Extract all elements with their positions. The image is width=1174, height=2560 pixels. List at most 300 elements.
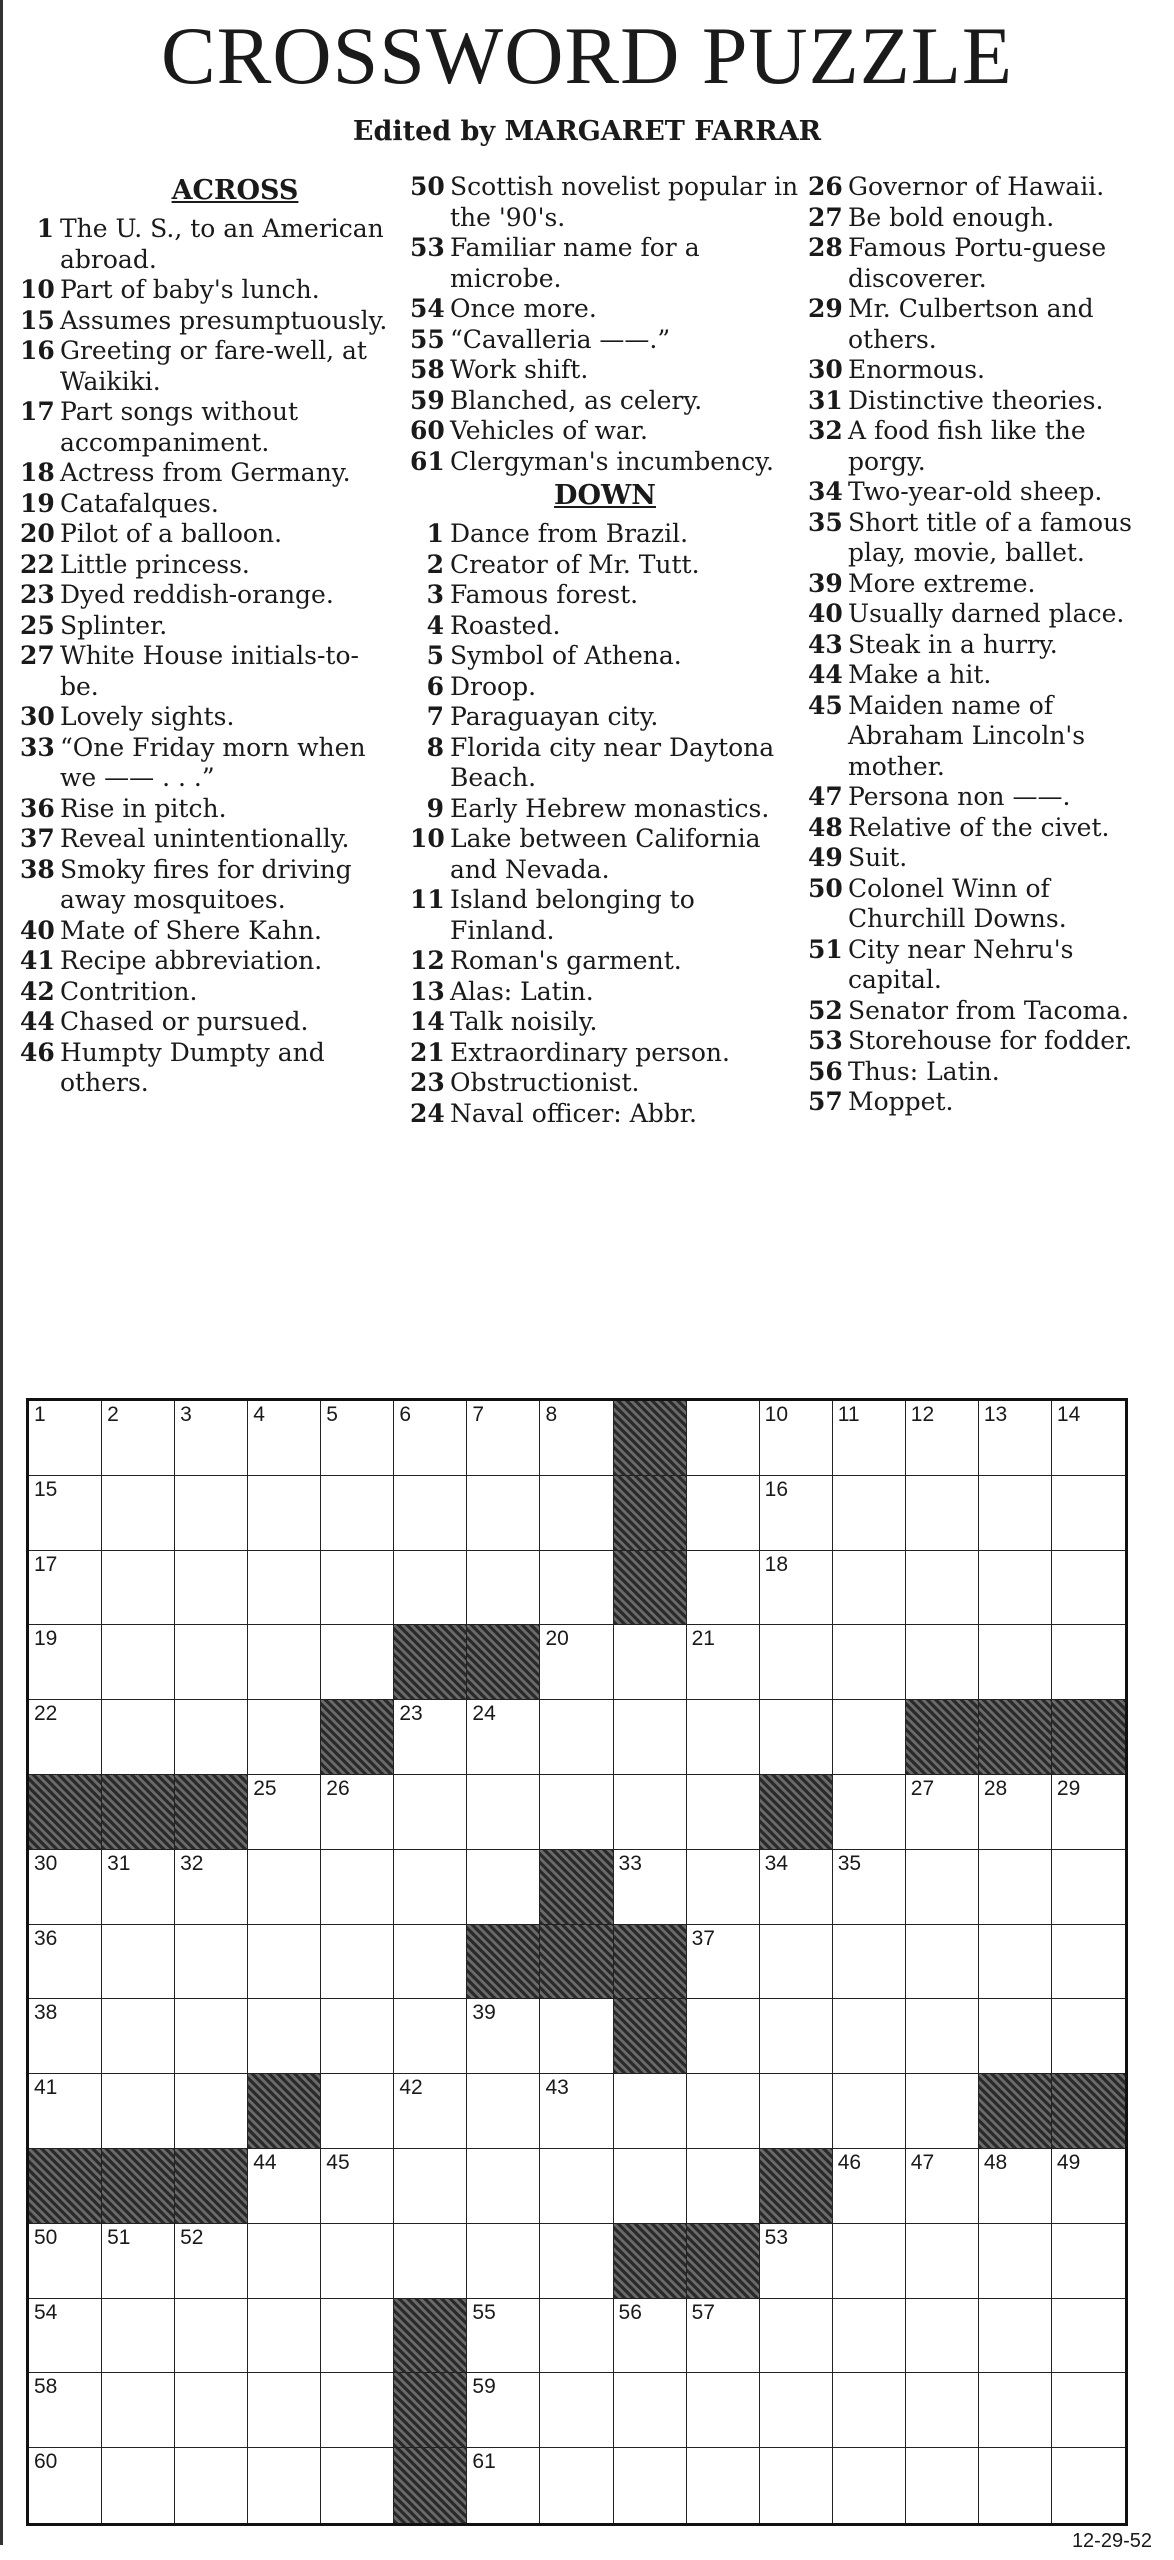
grid-cell[interactable] — [175, 2299, 248, 2374]
grid-cell[interactable] — [614, 2373, 687, 2448]
grid-cell[interactable] — [29, 1925, 102, 2000]
clue-number: 45 — [808, 690, 843, 720]
clue-number: 25 — [20, 610, 55, 640]
grid-cell[interactable] — [321, 2299, 394, 2374]
cell-number: 58 — [34, 2375, 58, 2399]
down-clue-1 — [410, 519, 800, 550]
grid-cell[interactable] — [248, 1625, 321, 1700]
down-clue-6 — [410, 672, 800, 703]
clue-text: Roasted. — [450, 610, 561, 640]
grid-cell[interactable] — [540, 1551, 613, 1626]
grid-cell[interactable] — [467, 1551, 540, 1626]
clue-number: 9 — [426, 793, 444, 823]
grid-cell[interactable] — [906, 1775, 979, 1850]
black-square — [175, 2149, 248, 2224]
grid-cell[interactable] — [175, 2074, 248, 2149]
grid-cell[interactable] — [833, 1476, 906, 1551]
grid-cell[interactable] — [29, 2299, 102, 2374]
cell-number: 47 — [910, 2151, 935, 2174]
clue-number: 41 — [20, 946, 55, 975]
black-square — [394, 1625, 467, 1700]
grid-cell[interactable] — [833, 2299, 906, 2374]
grid-cell[interactable] — [175, 1999, 248, 2074]
clue-text: Talk noisily. — [450, 1007, 598, 1036]
clue-number: 21 — [410, 1037, 445, 1067]
grid-cell[interactable] — [248, 2448, 321, 2523]
grid-cell[interactable] — [175, 1700, 248, 1775]
grid-cell[interactable] — [906, 1925, 979, 2000]
grid-cell[interactable] — [540, 1700, 613, 1775]
grid-cell[interactable] — [248, 1551, 321, 1626]
grid-cell[interactable] — [248, 1476, 321, 1551]
grid-cell[interactable] — [540, 2373, 613, 2448]
grid-cell[interactable] — [102, 1401, 175, 1476]
down-clue-39 — [808, 569, 1168, 600]
grid-cell[interactable] — [394, 2149, 467, 2224]
grid-cell[interactable] — [979, 1925, 1052, 2000]
grid-cell[interactable] — [321, 1625, 394, 1700]
across-clue-list-continued — [410, 172, 800, 477]
grid-cell[interactable] — [979, 1775, 1052, 1850]
grid-cell[interactable] — [467, 2299, 540, 2374]
grid-cell[interactable] — [540, 2149, 613, 2224]
grid-cell[interactable] — [29, 2448, 102, 2523]
grid-cell[interactable] — [833, 1700, 906, 1775]
grid-cell[interactable] — [540, 1625, 613, 1700]
grid-cell[interactable] — [321, 1476, 394, 1551]
grid-cell[interactable] — [687, 1625, 760, 1700]
grid-cell[interactable] — [248, 2224, 321, 2299]
grid-cell[interactable] — [29, 1700, 102, 1775]
grid-cell[interactable] — [102, 2448, 175, 2523]
grid-cell[interactable] — [102, 2074, 175, 2149]
grid-cell[interactable] — [248, 1999, 321, 2074]
cell-number: 52 — [180, 2225, 204, 2249]
grid-cell[interactable] — [979, 2224, 1052, 2299]
grid-cell[interactable] — [906, 1625, 979, 1700]
clue-text: More extreme. — [848, 568, 1036, 598]
grid-cell[interactable] — [760, 1551, 833, 1626]
cell-number: 28 — [983, 1777, 1008, 1800]
grid-cell[interactable] — [906, 2373, 979, 2448]
grid-cell[interactable] — [175, 1551, 248, 1626]
grid-cell[interactable] — [467, 2373, 540, 2448]
grid-cell[interactable] — [760, 2074, 833, 2149]
grid-cell[interactable] — [29, 1999, 102, 2074]
grid-cell[interactable] — [1052, 1476, 1125, 1551]
grid-cell[interactable] — [175, 1476, 248, 1551]
grid-cell[interactable] — [540, 1401, 613, 1476]
down-clue-list — [410, 519, 800, 1129]
grid-cell[interactable] — [467, 1476, 540, 1551]
clue-number: 40 — [20, 915, 55, 945]
clue-number: 20 — [20, 519, 55, 548]
grid-cell[interactable] — [833, 2224, 906, 2299]
clue-number: 49 — [808, 843, 843, 872]
grid-cell[interactable] — [833, 1551, 906, 1626]
grid-cell[interactable] — [29, 1401, 102, 1476]
down-clue-5 — [410, 641, 800, 672]
grid-cell[interactable] — [394, 1700, 467, 1775]
across-clue-25 — [20, 611, 390, 642]
grid-cell[interactable] — [321, 1775, 394, 1850]
across-clue-27 — [20, 641, 390, 702]
grid-cell[interactable] — [248, 1700, 321, 1775]
left-column-rule — [0, 0, 3, 2545]
across-clue-18 — [20, 458, 390, 489]
grid-cell[interactable] — [29, 2224, 102, 2299]
grid-cell[interactable] — [175, 2448, 248, 2523]
grid-cell[interactable] — [29, 2074, 102, 2149]
grid-cell[interactable] — [687, 1850, 760, 1925]
grid-cell[interactable] — [833, 2448, 906, 2523]
across-clue-55 — [410, 325, 800, 356]
grid-cell[interactable] — [248, 1850, 321, 1925]
grid-cell[interactable] — [394, 1775, 467, 1850]
grid-cell[interactable] — [248, 2299, 321, 2374]
down-clue-4 — [410, 611, 800, 642]
grid-cell[interactable] — [394, 1999, 467, 2074]
grid-cell[interactable] — [833, 1625, 906, 1700]
cell-number: 16 — [764, 1477, 789, 1501]
across-clue-10 — [20, 275, 390, 306]
grid-cell[interactable] — [394, 1401, 467, 1476]
clue-text: Short title of a famous play, movie, ballet. — [848, 507, 1132, 567]
grid-cell[interactable] — [321, 1401, 394, 1476]
grid-cell[interactable] — [175, 1925, 248, 2000]
down-clue-45 — [808, 691, 1168, 783]
across-clue-54 — [410, 294, 800, 325]
grid-cell[interactable] — [467, 2448, 540, 2523]
grid-cell[interactable] — [760, 1476, 833, 1551]
grid-cell[interactable] — [102, 2299, 175, 2374]
grid-cell[interactable] — [321, 1925, 394, 2000]
grid-cell[interactable] — [906, 2224, 979, 2299]
grid-cell[interactable] — [1052, 1999, 1125, 2074]
grid-cell[interactable] — [467, 1999, 540, 2074]
grid-cell[interactable] — [906, 1476, 979, 1551]
grid-cell[interactable] — [540, 1775, 613, 1850]
grid-cell[interactable] — [760, 1401, 833, 1476]
grid-cell[interactable] — [833, 1775, 906, 1850]
grid-cell[interactable] — [614, 2448, 687, 2523]
grid-cell[interactable] — [760, 1850, 833, 1925]
cell-number: 32 — [180, 1851, 204, 1875]
grid-cell[interactable] — [394, 1925, 467, 2000]
across-clue-61 — [410, 447, 800, 478]
clue-number: 48 — [808, 812, 843, 842]
grid-cell[interactable] — [467, 1401, 540, 1476]
down-clue-43 — [808, 630, 1168, 661]
grid-cell[interactable] — [175, 1625, 248, 1700]
grid-cell[interactable] — [102, 2224, 175, 2299]
across-clue-1 — [20, 214, 390, 275]
grid-cell[interactable] — [102, 1999, 175, 2074]
cell-number: 31 — [107, 1851, 131, 1875]
down-clue-32 — [808, 416, 1168, 477]
grid-cell[interactable] — [687, 1401, 760, 1476]
down-clue-56 — [808, 1057, 1168, 1088]
across-clue-44 — [20, 1007, 390, 1038]
grid-cell[interactable] — [175, 1850, 248, 1925]
grid-cell[interactable] — [833, 2373, 906, 2448]
grid-cell[interactable] — [979, 1551, 1052, 1626]
grid-cell[interactable] — [29, 1476, 102, 1551]
grid-cell[interactable] — [979, 1850, 1052, 1925]
grid-cell[interactable] — [906, 1850, 979, 1925]
down-clue-34 — [808, 477, 1168, 508]
grid-cell[interactable] — [614, 2149, 687, 2224]
grid-cell[interactable] — [102, 1625, 175, 1700]
grid-cell[interactable] — [394, 1551, 467, 1626]
clue-column-1 — [20, 172, 390, 1099]
down-clue-28 — [808, 233, 1168, 294]
grid-cell[interactable] — [102, 1925, 175, 2000]
grid-cell[interactable] — [760, 2299, 833, 2374]
grid-cell[interactable] — [540, 1999, 613, 2074]
grid-cell[interactable] — [1052, 2224, 1125, 2299]
grid-cell[interactable] — [687, 1476, 760, 1551]
clue-text: Make a hit. — [848, 660, 992, 689]
clue-text: Maiden name of Abraham Lincoln's mother. — [848, 690, 1086, 781]
grid-cell[interactable] — [394, 1476, 467, 1551]
grid-cell[interactable] — [175, 2373, 248, 2448]
clue-number: 2 — [426, 549, 444, 579]
grid-cell[interactable] — [248, 1775, 321, 1850]
clue-text: Relative of the civet. — [848, 812, 1110, 842]
grid-cell[interactable] — [906, 1551, 979, 1626]
clue-text: Mate of Shere Kahn. — [60, 915, 322, 945]
grid-cell[interactable] — [760, 2448, 833, 2523]
grid-cell[interactable] — [1052, 1401, 1125, 1476]
grid-cell[interactable] — [321, 2448, 394, 2523]
grid-cell[interactable] — [614, 1850, 687, 1925]
clue-text: Thus: Latin. — [848, 1056, 1000, 1086]
grid-cell[interactable] — [321, 2074, 394, 2149]
grid-cell[interactable] — [833, 1999, 906, 2074]
cell-number: 34 — [764, 1851, 789, 1875]
down-clue-29 — [808, 294, 1168, 355]
grid-cell[interactable] — [394, 2074, 467, 2149]
grid-cell[interactable] — [102, 1551, 175, 1626]
clue-number: 39 — [808, 568, 843, 598]
grid-cell[interactable] — [906, 2149, 979, 2224]
grid-cell[interactable] — [687, 2373, 760, 2448]
down-clue-26 — [808, 172, 1168, 203]
grid-cell[interactable] — [467, 2074, 540, 2149]
grid-cell[interactable] — [1052, 1551, 1125, 1626]
grid-cell[interactable] — [467, 1775, 540, 1850]
grid-cell[interactable] — [29, 1551, 102, 1626]
grid-cell[interactable] — [321, 2373, 394, 2448]
grid-cell[interactable] — [467, 2224, 540, 2299]
across-clue-41 — [20, 946, 390, 977]
grid-cell[interactable] — [540, 1476, 613, 1551]
black-square — [614, 1925, 687, 2000]
grid-cell[interactable] — [614, 1700, 687, 1775]
grid-cell[interactable] — [687, 1551, 760, 1626]
clue-number: 11 — [410, 885, 445, 914]
grid-cell[interactable] — [760, 2224, 833, 2299]
grid-cell[interactable] — [1052, 2149, 1125, 2224]
black-square — [614, 1476, 687, 1551]
grid-cell[interactable] — [394, 1850, 467, 1925]
black-square — [540, 1925, 613, 2000]
clue-text: Enormous. — [848, 355, 985, 384]
grid-cell[interactable] — [979, 2299, 1052, 2374]
grid-cell[interactable] — [467, 1700, 540, 1775]
grid-cell[interactable] — [394, 2224, 467, 2299]
grid-cell[interactable] — [687, 2149, 760, 2224]
clue-text: Little princess. — [60, 549, 250, 579]
grid-cell[interactable] — [540, 2224, 613, 2299]
grid-cell[interactable] — [540, 2448, 613, 2523]
clue-number: 3 — [426, 580, 444, 609]
grid-cell[interactable] — [979, 1625, 1052, 1700]
clue-text: Famous forest. — [450, 580, 639, 609]
grid-cell[interactable] — [760, 2373, 833, 2448]
grid-cell[interactable] — [1052, 2448, 1125, 2523]
down-clue-47 — [808, 782, 1168, 813]
grid-cell[interactable] — [467, 2149, 540, 2224]
grid-cell[interactable] — [248, 2373, 321, 2448]
grid-cell[interactable] — [979, 2448, 1052, 2523]
grid-cell[interactable] — [979, 2149, 1052, 2224]
grid-cell[interactable] — [248, 1401, 321, 1476]
grid-cell[interactable] — [321, 2224, 394, 2299]
grid-cell[interactable] — [760, 1700, 833, 1775]
across-clue-37 — [20, 824, 390, 855]
down-clue-list-continued — [808, 172, 1168, 1118]
cell-number: 18 — [764, 1552, 789, 1576]
grid-cell[interactable] — [540, 2299, 613, 2374]
grid-cell[interactable] — [687, 2074, 760, 2149]
grid-cell[interactable] — [979, 1401, 1052, 1476]
cell-number: 17 — [34, 1552, 58, 1576]
clue-text: Symbol of Athena. — [450, 641, 682, 670]
black-square — [1052, 1700, 1125, 1775]
grid-cell[interactable] — [906, 1999, 979, 2074]
grid-cell[interactable] — [102, 1476, 175, 1551]
grid-cell[interactable] — [1052, 1625, 1125, 1700]
grid-cell[interactable] — [906, 2074, 979, 2149]
grid-cell[interactable] — [614, 2074, 687, 2149]
clue-number: 50 — [808, 873, 843, 903]
grid-cell[interactable] — [614, 2299, 687, 2374]
cell-number: 56 — [618, 2300, 642, 2324]
clue-number: 40 — [808, 599, 843, 628]
clue-number: 46 — [20, 1037, 55, 1067]
cell-number: 4 — [253, 1403, 265, 1426]
clue-text: A food fish like the porgy. — [848, 416, 1086, 476]
clue-number: 47 — [808, 782, 843, 811]
grid-cell[interactable] — [906, 2299, 979, 2374]
grid-cell[interactable] — [687, 2299, 760, 2374]
cell-number: 27 — [910, 1777, 935, 1800]
grid-cell[interactable] — [248, 1925, 321, 2000]
grid-cell[interactable] — [687, 1999, 760, 2074]
grid-cell[interactable] — [833, 2074, 906, 2149]
grid-cell[interactable] — [906, 2448, 979, 2523]
grid-cell[interactable] — [979, 1999, 1052, 2074]
clue-text: Alas: Latin. — [450, 976, 594, 1006]
down-clue-48 — [808, 813, 1168, 844]
grid-cell[interactable] — [321, 1551, 394, 1626]
grid-cell[interactable] — [1052, 1925, 1125, 2000]
across-clue-23 — [20, 580, 390, 611]
grid-cell[interactable] — [1052, 1850, 1125, 1925]
grid-cell[interactable] — [102, 1700, 175, 1775]
grid-cell[interactable] — [1052, 2373, 1125, 2448]
crossword-grid — [26, 1398, 1128, 2526]
black-square — [467, 1925, 540, 2000]
down-clue-49 — [808, 843, 1168, 874]
black-square — [614, 1999, 687, 2074]
cell-number: 19 — [34, 1627, 58, 1651]
down-clue-21 — [410, 1038, 800, 1069]
grid-cell[interactable] — [614, 1775, 687, 1850]
grid-cell[interactable] — [687, 1700, 760, 1775]
grid-cell[interactable] — [687, 1775, 760, 1850]
across-clue-22 — [20, 550, 390, 581]
grid-cell[interactable] — [540, 2074, 613, 2149]
grid-cell[interactable] — [833, 1401, 906, 1476]
clue-text: Catafalques. — [60, 488, 219, 518]
grid-cell[interactable] — [614, 1625, 687, 1700]
cell-number: 35 — [837, 1851, 862, 1875]
grid-cell[interactable] — [321, 1850, 394, 1925]
across-clue-58 — [410, 355, 800, 386]
grid-cell[interactable] — [29, 1625, 102, 1700]
clue-number: 16 — [20, 336, 55, 365]
grid-cell[interactable] — [102, 2373, 175, 2448]
grid-cell[interactable] — [248, 2149, 321, 2224]
clue-text: Lake between California and Nevada. — [450, 824, 761, 884]
grid-cell[interactable] — [467, 1850, 540, 1925]
grid-cell[interactable] — [833, 2149, 906, 2224]
grid-cell[interactable] — [687, 2448, 760, 2523]
cell-number: 2 — [107, 1403, 119, 1426]
grid-cell[interactable] — [175, 2224, 248, 2299]
clue-text: Roman's garment. — [450, 946, 682, 975]
cell-number: 6 — [399, 1403, 412, 1426]
grid-cell[interactable] — [1052, 2299, 1125, 2374]
grid-cell[interactable] — [760, 1625, 833, 1700]
clue-text: Humpty Dumpty and others. — [60, 1037, 325, 1097]
grid-cell[interactable] — [979, 2373, 1052, 2448]
grid-cell[interactable] — [175, 1401, 248, 1476]
grid-cell[interactable] — [979, 1476, 1052, 1551]
cell-number: 1 — [34, 1403, 46, 1426]
grid-cell[interactable] — [29, 1850, 102, 1925]
grid-cell[interactable] — [687, 1925, 760, 2000]
across-clue-36 — [20, 794, 390, 825]
grid-cell[interactable] — [906, 1401, 979, 1476]
clue-number: 43 — [808, 629, 843, 659]
grid-cell[interactable] — [760, 1999, 833, 2074]
grid-cell[interactable] — [760, 1925, 833, 2000]
black-square — [760, 1775, 833, 1850]
grid-cell[interactable] — [321, 2149, 394, 2224]
grid-cell[interactable] — [102, 1850, 175, 1925]
grid-cell[interactable] — [321, 1999, 394, 2074]
grid-cell[interactable] — [1052, 1775, 1125, 1850]
grid-cell[interactable] — [833, 1850, 906, 1925]
grid-cell[interactable] — [29, 2373, 102, 2448]
clue-text: Distinctive theories. — [848, 385, 1104, 415]
grid-cell[interactable] — [833, 1925, 906, 2000]
cell-number: 61 — [472, 2450, 496, 2474]
